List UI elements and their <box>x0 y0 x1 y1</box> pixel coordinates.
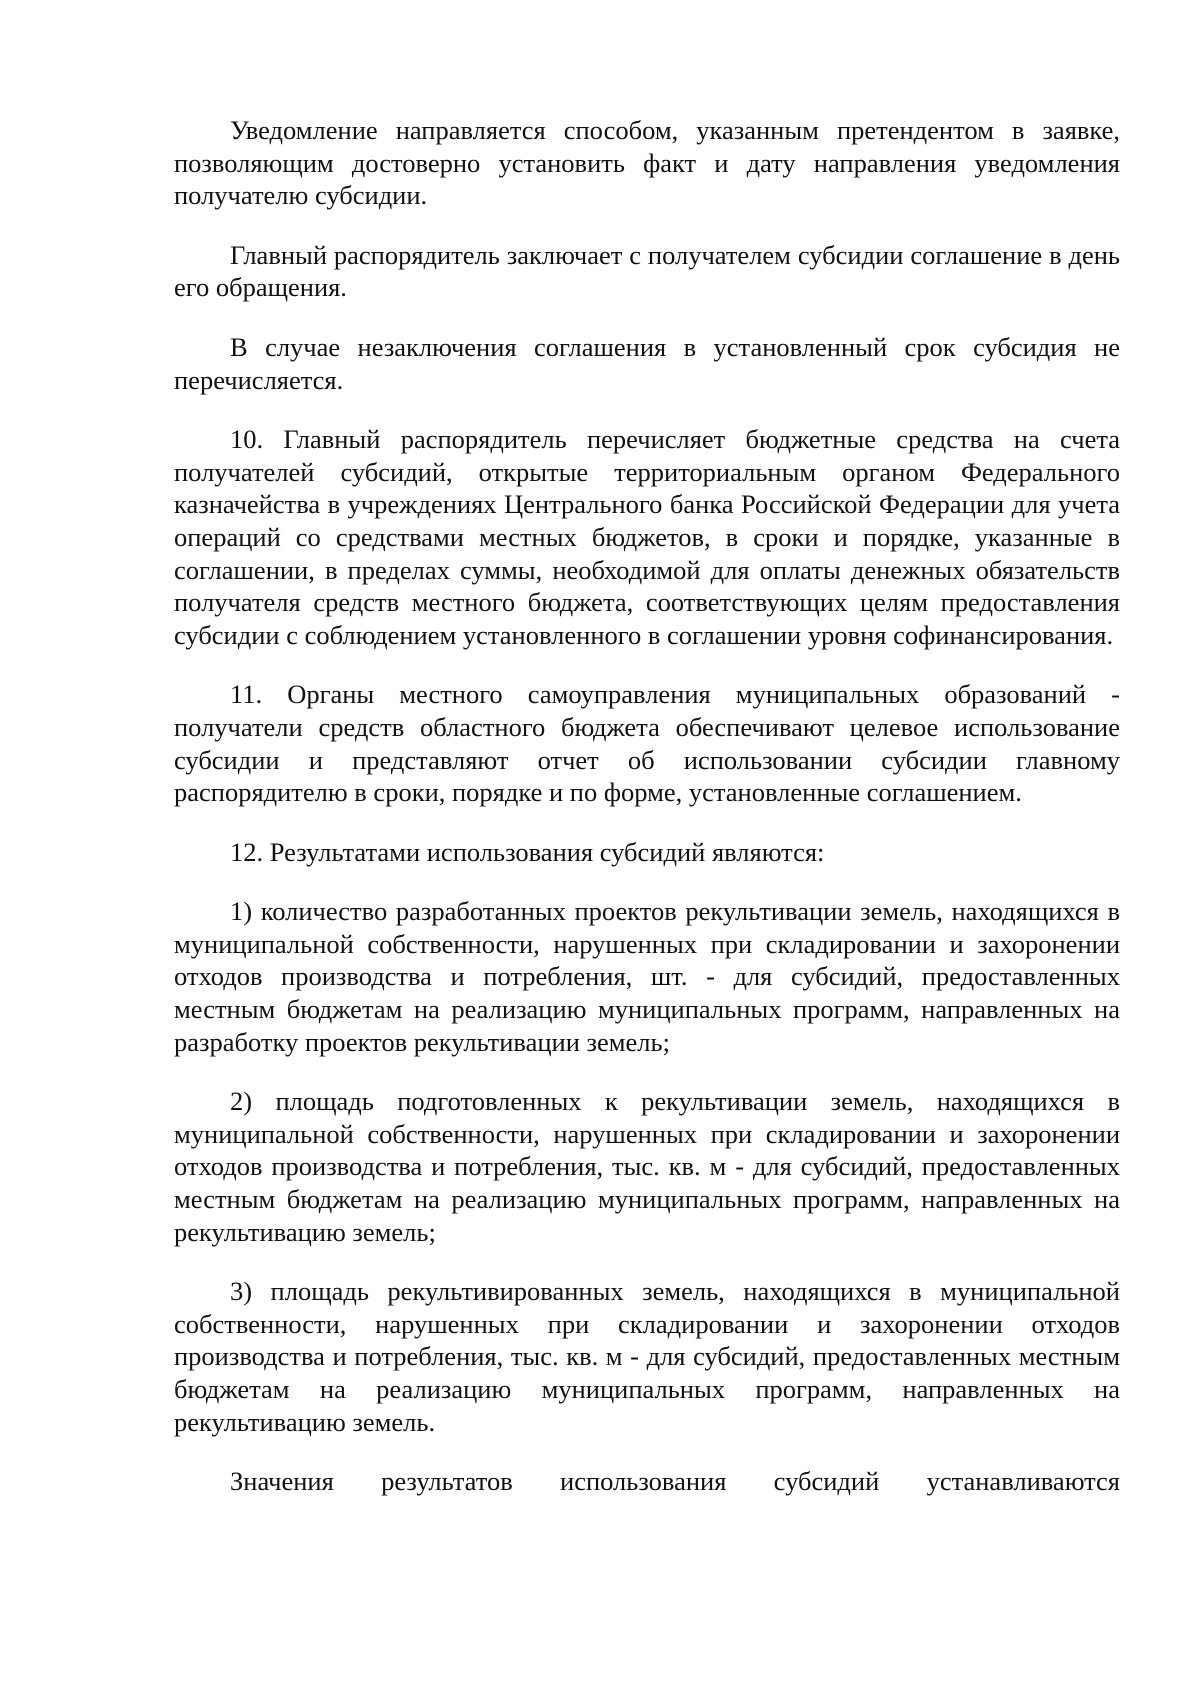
paragraph-notification-method: Уведомление направляется способом, указанным претендентом в заявке, позволяющим достоверно установить факт и дату направления уведомления получателю субсидии. <box>174 115 1120 211</box>
paragraph-item-12: 12. Результатами использования субсидий являются: <box>230 836 825 867</box>
paragraph-result-1: 1) количество разработанных проектов рекультивации земель, находящихся в муниципальной собственности, нарушенных при складировании и захоронении отходов производства и потребления, шт. - для субсидий, предоставленных местным бюджетам на реализацию муниципальных программ, направленных на разработку проектов рекультивации земель; <box>174 896 1120 1057</box>
paragraph-result-2: 2) площадь подготовленных к рекультивации земель, находящихся в муниципальной собственности, нарушенных при складировании и захоронении отходов производства и потребления, тыс. кв. м - для субсидий, предоставленных местным бюджетам на реализацию муниципальных программ, направленных на рекультивацию земель; <box>174 1086 1120 1247</box>
paragraph-result-values: Значения результатов использования субсидий устанавливаются <box>230 1466 1120 1497</box>
paragraph-non-conclusion: В случае незаключения соглашения в установленный срок субсидия не перечисляется. <box>174 331 1120 395</box>
paragraph-item-10: 10. Главный распорядитель перечисляет бюджетные средства на счета получателей субсидий, открытые территориальным органом Федерального казначейства в учреждениях Центрального банка Российской Федерации для учета операций со средствами местных бюджетов, в сроки и порядке, указанные в соглашении, в пределах суммы, необходимой для оплаты денежных обязательств получателя средств местного бюджета, соответствующих целям предоставления субсидии с соблюдением установленного в соглашении уровня софинансирования. <box>174 424 1120 650</box>
paragraph-item-11: 11. Органы местного самоуправления муниципальных образований - получатели средств областного бюджета обеспечивают целевое использование субсидии и представляют отчет об использовании субсидии главному распорядителю в сроки, порядке и по форме, установленные соглашением. <box>174 679 1120 808</box>
document-page <box>174 114 1120 1525</box>
paragraph-result-3: 3) площадь рекультивированных земель, находящихся в муниципальной собственности, нарушенных при складировании и захоронении отходов производства и потребления, тыс. кв. м - для субсидий, предоставленных местным бюджетам на реализацию муниципальных программ, направленных на рекультивацию земель. <box>174 1276 1120 1437</box>
paragraph-agreement-conclusion: Главный распорядитель заключает с получателем субсидии соглашение в день его обращения. <box>174 239 1120 303</box>
